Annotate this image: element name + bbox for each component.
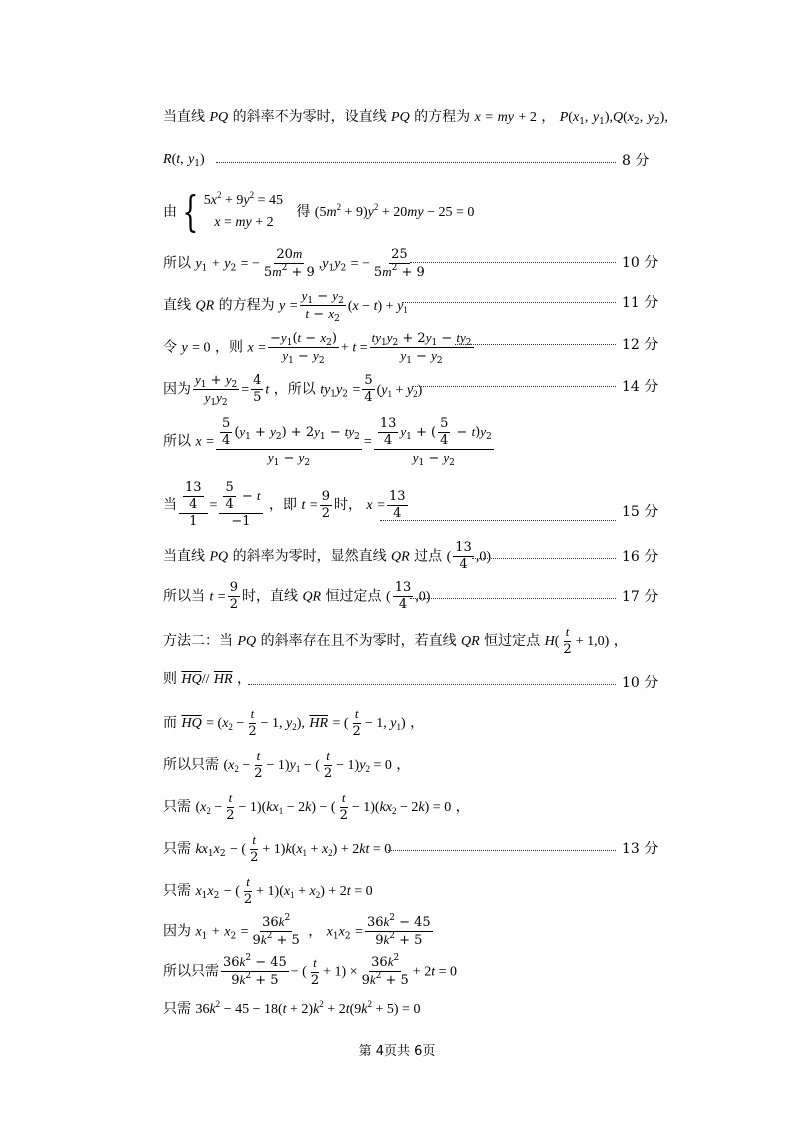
line-1: 当直线 PQ 的斜率不为零时，设直线 PQ 的方程为 x = my + 2 ， $P(x_1$, $y_1),Q(x_2$, $y_2$), — [163, 109, 668, 127]
line-15: 所以只需 ($x_2$ − $\frac{t}{2}$ − $1)y_1$ − ( $\frac{t}{2}$ − $1)y_2 = 0$ ， — [163, 748, 411, 781]
line-7: 因为 $\frac{y_1 + y_2}{y_1y_2}$ = $\frac{4}{5}$ t ，所以 $ty_1y_2$ = $\frac{5}{4}$ $(y_1 + y_2)$ — [163, 372, 423, 408]
line-13: 则 $\overline{HQ}//$ $\overline{HR}$ ， — [163, 671, 252, 687]
leader-dots — [216, 162, 616, 163]
leader-dots — [455, 344, 616, 345]
score-l11: 17 分 — [622, 589, 659, 605]
score-l10: 16 分 — [622, 549, 659, 565]
line-9: 当 $\frac{\frac{13}{4}}{1}$ = $\frac{5}{4}$ − t −1 ，即 t = $\frac{9}{2}$ 时， x = $\frac{13}{4}$ — [163, 480, 406, 529]
score-l9: 15 分 — [622, 504, 659, 520]
leader-dots — [412, 386, 616, 387]
line-10: 当直线 PQ 的斜率为零时，显然直线 QR 过点 ( $\frac{13}{4}$ ,0) — [163, 540, 491, 572]
line-3: 由 { $5x^2 + 9y^2 = 45$ x = my + 2 得 $(5m^2 + 9)y^2 + 20my - 25 = 0$ — [163, 187, 475, 236]
line-2: R(t, $y_1$) — [163, 152, 205, 169]
line-4: 所以 $y_1 + y_2$ = − $\frac{20m}{5m^2 + 9}$ $,y_1y_2$ = − $\frac{25}{5m^2 + 9}$ — [163, 246, 425, 280]
score-l5: 11 分 — [622, 295, 659, 311]
line-5: 直线 QR 的方程为 y = $\frac{y_1 - y_2}{t - x_2}$ $(x - t) + y_1$ — [163, 288, 408, 324]
leader-dots — [380, 520, 616, 521]
score-l7: 14 分 — [622, 379, 659, 395]
leader-dots — [472, 558, 616, 559]
leader-dots — [388, 850, 616, 851]
score-l2: 8 分 — [622, 153, 650, 169]
page-footer: 第 4页共 6页 — [358, 1044, 436, 1059]
score-l13: 10 分 — [622, 675, 659, 691]
line-21: 只需 $36k^2 - 45 - 18(t + 2)k^2 + 2t(9k^2 + 5) = 0$ — [163, 999, 421, 1017]
line-14: 而 $\overline{HQ} = (x_2$ − $\frac{t}{2}$ − 1, $y_2$), $\overline{HR}$ = ( $\frac{t}{2}$ − 1, $y_1$) ， — [163, 706, 425, 739]
line-6: 令 y = 0 ，则 x = $\frac{-y_1(t - x_2)}{y_1 - y_2}$ + t = $\frac{ty_1y_2 + 2y_1 - ty_2}{y_1 - y_2}$ — [163, 330, 472, 366]
line-18: 只需 $x_1x_2$ − ( $\frac{t}{2}$ + $1)(x_1 + x_2) + 2t = 0$ — [163, 874, 373, 907]
leader-dots — [410, 598, 616, 599]
leader-dots — [410, 262, 616, 263]
score-l6: 12 分 — [622, 337, 659, 353]
line-20: 所以只需 $\frac{36k^2 - 45}{9k^2 + 5}$ − ( $\frac{t}{2}$ + 1) × $\frac{36k^2}{9k^2 + 5}$ + 2t = 0 — [163, 953, 457, 988]
leader-dots — [402, 302, 616, 303]
line-16: 只需 ($x_2$ − $\frac{t}{2}$ − $1)(kx_1 - 2k)$ − ( $\frac{t}{2}$ − $1)(kx_2 - 2k) = 0$ ， — [163, 790, 470, 823]
score-l17: 13 分 — [622, 841, 659, 857]
leader-dots — [248, 684, 616, 685]
line-8: 所以 x = $\frac{5}{4}$ $(y_1 + y_2) + 2y_1 - ty_2$ $y_1 - y_2$ = $\frac{13}{4}$ $y_1$ + ( $\frac{5}{4}$ − $t)y_2$ $y_1 - y_2$ — [163, 416, 492, 468]
line-17: 只需 $kx_1x_2$ − ( $\frac{t}{2}$ + $1)k(x_1 + x_2) + 2kt = 0$ — [163, 832, 392, 865]
line-11: 所以当 t = $\frac{9}{2}$ 时，直线 QR 恒过定点 ( $\frac{13}{4}$ ,0) — [163, 580, 431, 612]
line-12: 方法二：当 PQ 的斜率存在且不为零时，若直线 QR 恒过定点 H( $\frac{t}{2}$ + 1,0) ， — [163, 624, 628, 657]
line-19: 因为 $x_1 + x_2$ = $\frac{36k^2}{9k^2 + 5}$ ， $x_1x_2$ = $\frac{36k^2 - 45}{9k^2 + 5}$ — [163, 913, 431, 948]
line-3-prefix: 由 — [163, 204, 177, 220]
score-l4: 10 分 — [622, 255, 659, 271]
equation-system: $5x^2 + 9y^2 = 45$ x = my + 2 — [203, 190, 283, 230]
